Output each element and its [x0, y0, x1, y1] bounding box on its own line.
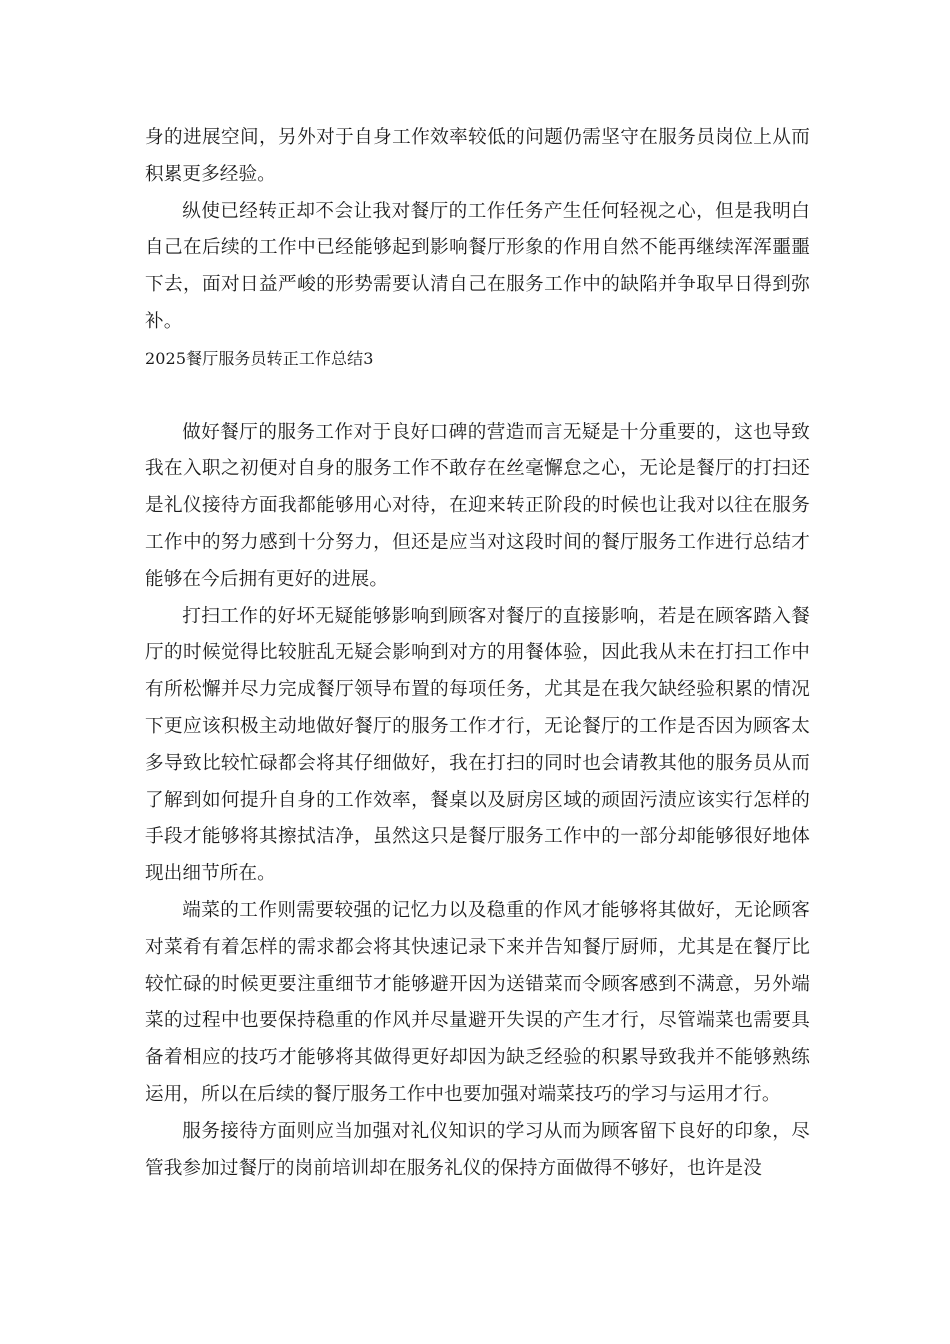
paragraph: 纵使已经转正却不会让我对餐厅的工作任务产生任何轻视之心，但是我明白自己在后续的工作中已经能够起到影响餐厅形象的作用自然不能再继续浑浑噩噩下去，面对日益严峻的形势需要认清自己在服务工作中的缺陷并争取早日得到弥补。 — [145, 200, 810, 332]
paragraph: 做好餐厅的服务工作对于良好口碑的营造而言无疑是十分重要的，这也导致我在入职之初便对自身的服务工作不敢存在丝毫懈怠之心，无论是餐厅的打扫还是礼仪接待方面我都能够用心对待，在迎来转正阶段的时候也让我对以往在服务工作中的努力感到十分努力，但还是应当对这段时间的餐厅服务工作进行总结才能够在今后拥有更好的进展。 — [145, 421, 810, 590]
paragraph: 端菜的工作则需要较强的记忆力以及稳重的作风才能够将其做好，无论顾客对菜肴有着怎样的需求都会将其快速记录下来并告知餐厅厨师，尤其是在餐厅比较忙碌的时候更要注重细节才能够避开因为送错菜而令顾客感到不满意，另外端菜的过程中也要保持稳重的作风并尽量避开失误的产生才行，尽管端菜也需要具备着相应的技巧才能够将其做得更好却因为缺乏经验的积累导致我并不能够熟练运用，所以在后续的餐厅服务工作中也要加强对端菜技巧的学习与运用才行。 — [145, 899, 810, 1105]
continued-paragraph: 身的进展空间，另外对于自身工作效率较低的问题仍需坚守在服务员岗位上从而积累更多经验。 — [145, 127, 810, 185]
paragraph: 打扫工作的好坏无疑能够影响到顾客对餐厅的直接影响，若是在顾客踏入餐厅的时候觉得比较脏乱无疑会影响到对方的用餐体验，因此我从未在打扫工作中有所松懈并尽力完成餐厅领导布置的每项任务，尤其是在我欠缺经验积累的情况下更应该积极主动地做好餐厅的服务工作才行，无论餐厅的工作是否因为顾客太多导致比较忙碌都会将其仔细做好，我在打扫的同时也会请教其他的服务员从而了解到如何提升自身的工作效率，餐桌以及厨房区域的顽固污渍应该实行怎样的手段才能够将其擦拭洁净，虽然这只是餐厅服务工作中的一部分却能够很好地体现出细节所在。 — [145, 605, 810, 885]
document-body — [145, 120, 810, 1187]
section-title: 2025餐厅服务员转正工作总结3 — [145, 348, 374, 368]
blank-line — [145, 378, 810, 415]
paragraph: 服务接待方面则应当加强对礼仪知识的学习从而为顾客留下良好的印象，尽管我参加过餐厅的岗前培训却在服务礼仪的保持方面做得不够好，也许是没 — [145, 1120, 810, 1179]
